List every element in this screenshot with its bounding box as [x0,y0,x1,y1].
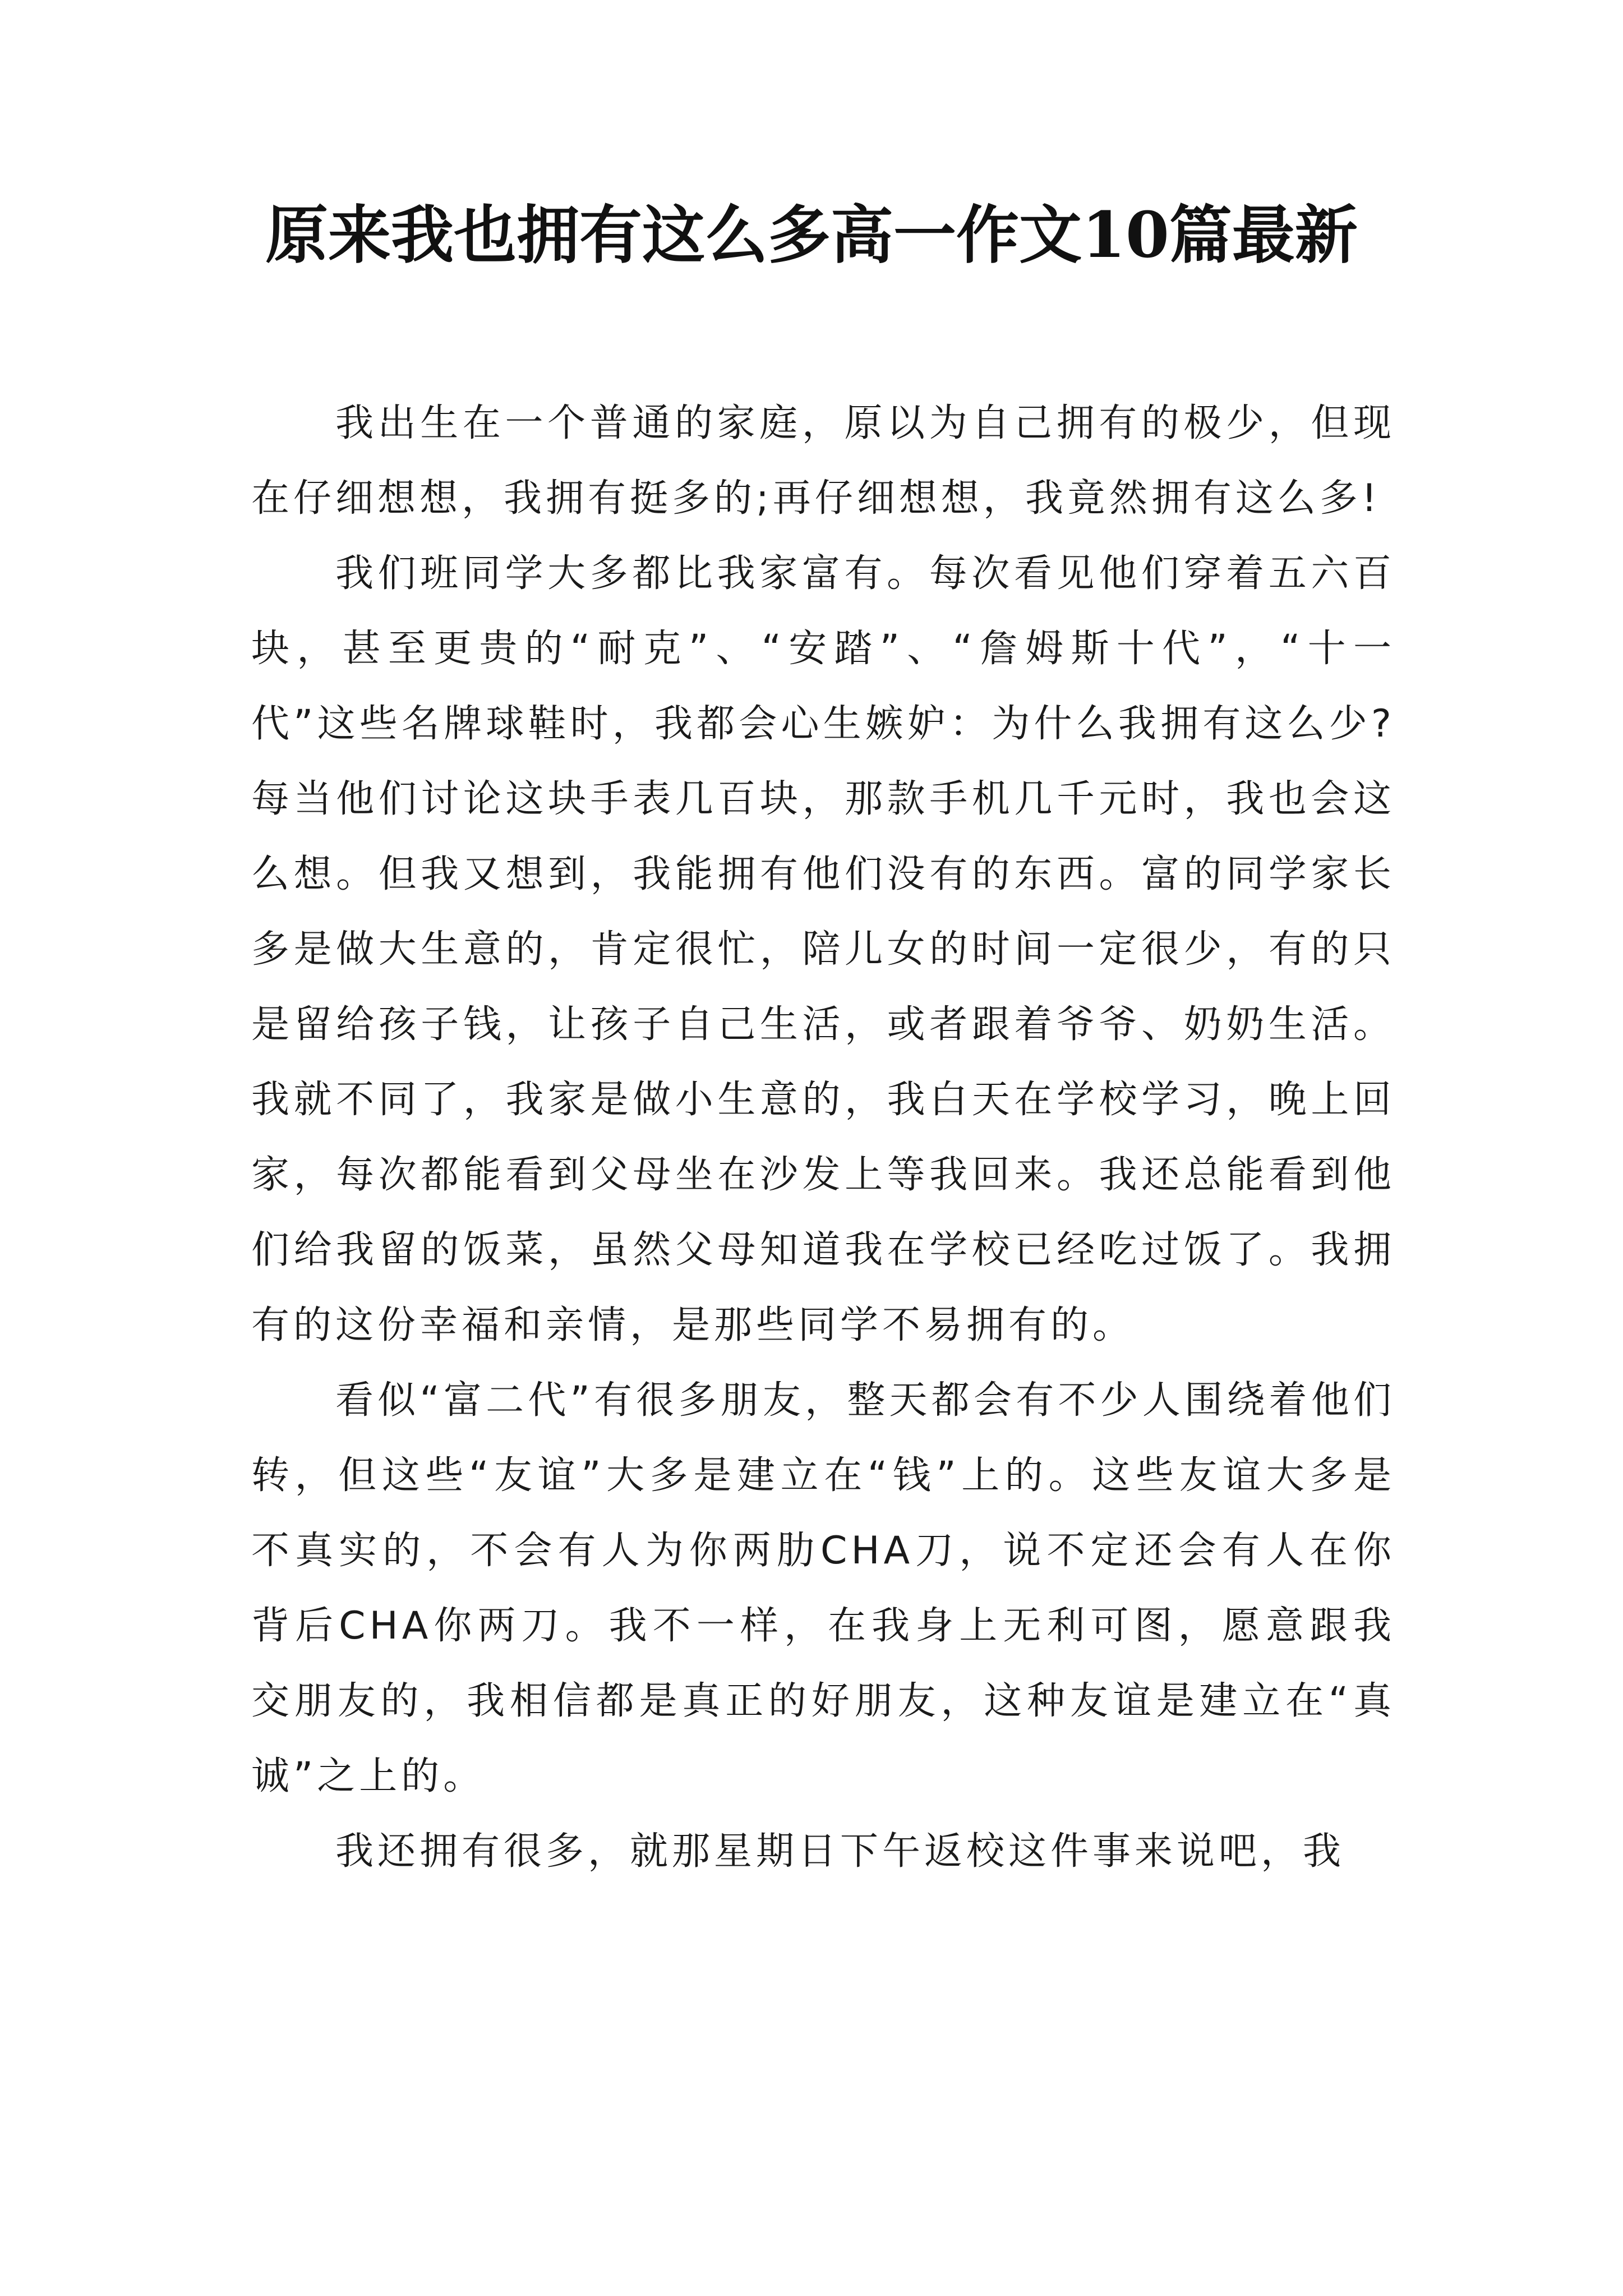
paragraph-1: 我出生在一个普通的家庭，原以为自己拥有的极少，但现在仔细想想，我拥有挺多的;再仔细想想，我竟然拥有这么多! [251,401,1395,521]
paragraph-2: 我们班同学大多都比我家富有。每次看见他们穿着五六百块，甚至更贵的“耐克”、“安踏”、“詹姆斯十代”，“十一代”这些名牌球鞋时，我都会心生嫉妒：为什么我拥有这么少?每当他们讨论这块手表几百块，那款手机几千元时，我也会这么想。但我又想到，我能拥有他们没有的东西。富的同学家长多是做大生意的，肯定很忙，陪儿女的时间一定很少，有的只是留给孩子钱，让孩子自己生活，或者跟着爷爷、奶奶生活。我就不同了，我家是做小生意的，我白天在学校学习，晚上回家，每次都能看到父母坐在沙发上等我回来。我还总能看到他们给我留的饭菜，虽然父母知道我在学校已经吃过饭了。我拥有的这份幸福和亲情，是那些同学不易拥有的。 [251,551,1395,1347]
paragraph-3: 看似“富二代”有很多朋友，整天都会有不少人围绕着他们转，但这些“友谊”大多是建立在“钱”上的。这些友谊大多是不真实的，不会有人为你两肋CHA刀，说不定还会有人在你背后CHA你两刀。我不一样，在我身上无利可图，愿意跟我交朋友的，我相信都是真正的好朋友，这种友谊是建立在“真诚”之上的。 [251,1378,1395,1798]
paragraph-4: 我还拥有很多，就那星期日下午返校这件事来说吧，我 [335,1829,1345,1874]
document-title: 原来我也拥有这么多高一作文10篇最新 [265,199,1358,272]
document-body [251,386,1395,1889]
